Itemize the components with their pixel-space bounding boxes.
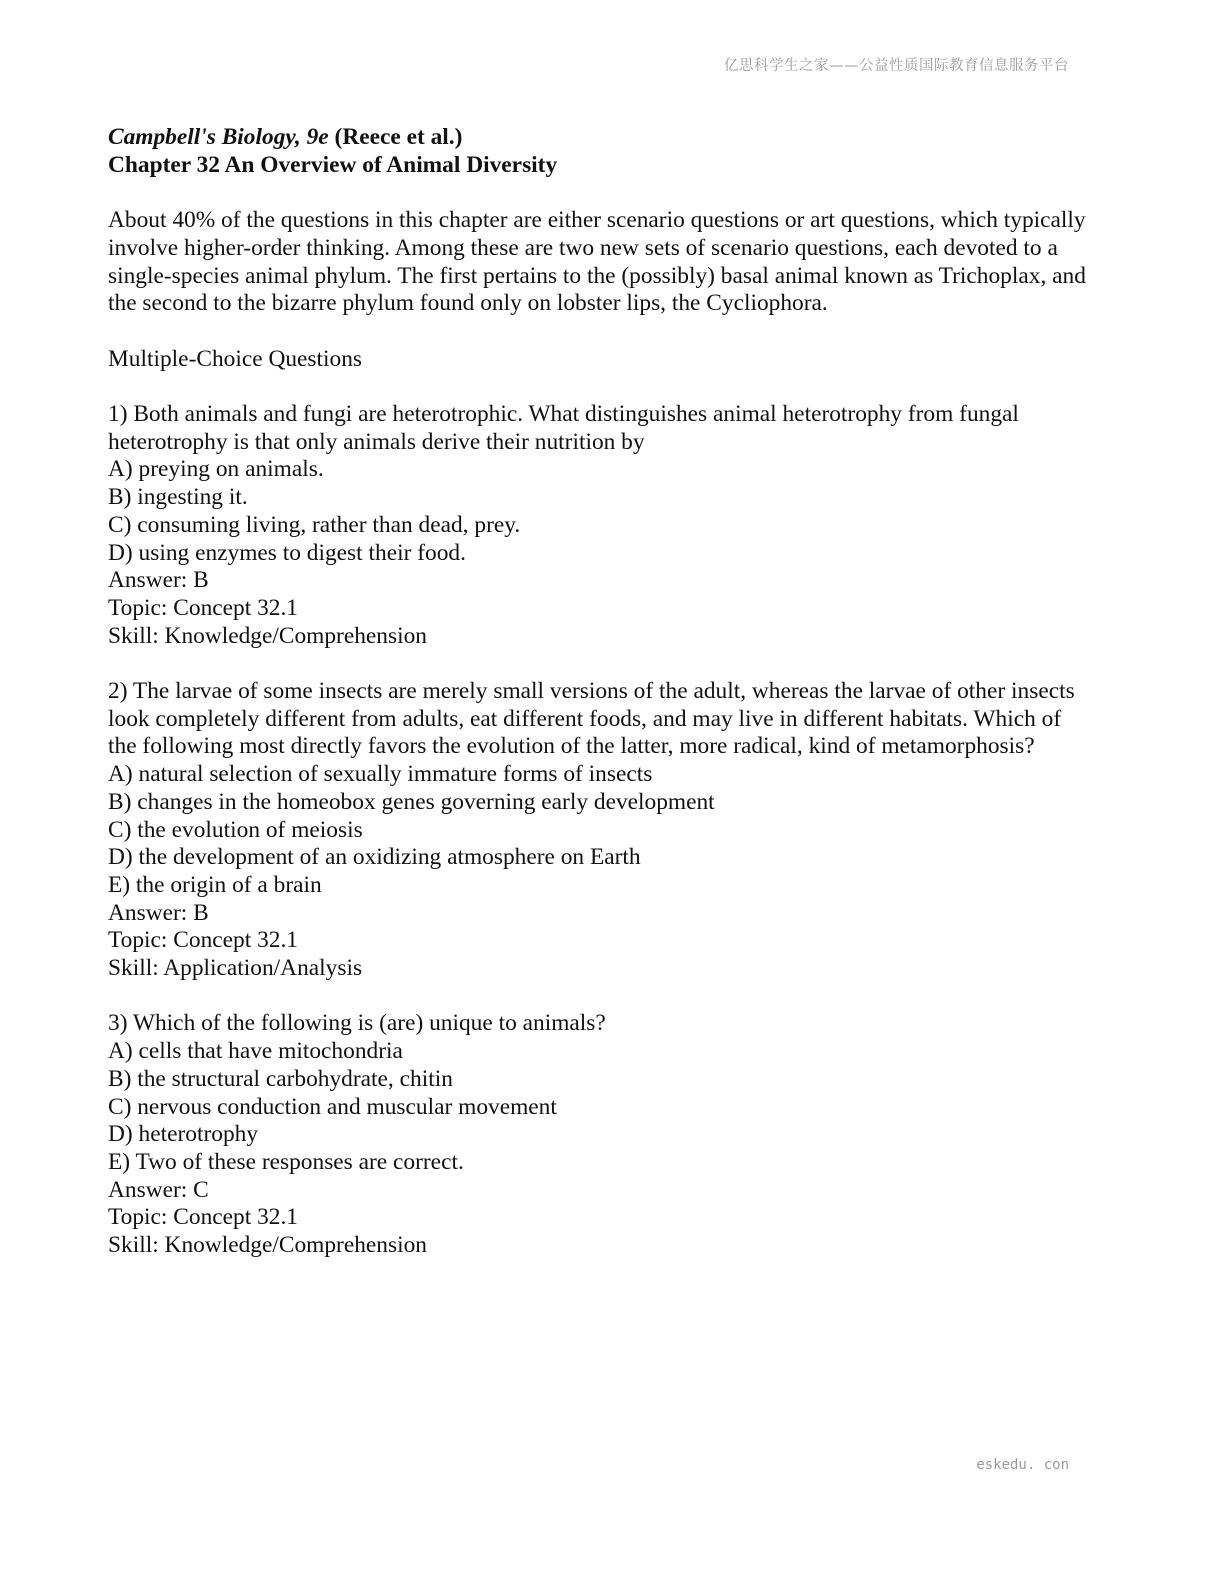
book-title: Campbell's Biology, 9e: [108, 124, 329, 150]
choice-e: E) Two of these responses are correct.: [108, 1148, 464, 1175]
answer: Answer: B: [108, 567, 209, 594]
header-watermark: 亿思科学生之家——公益性质国际教育信息服务平台: [724, 58, 1069, 74]
question-3: [108, 1010, 1113, 1259]
section-heading: Multiple-Choice Questions: [108, 345, 363, 372]
question-stem: 3) Which of the following is (are) unique to animals?: [108, 1010, 606, 1037]
choice-b: B) the structural carbohydrate, chitin: [108, 1065, 453, 1092]
intro-line: involve higher-order thinking. Among these are two new sets of scenario questions, each devoted to a: [108, 234, 1058, 261]
choice-c: C) the evolution of meiosis: [108, 816, 363, 843]
choice-b: B) changes in the homeobox genes governing early development: [108, 788, 715, 815]
question-1: [108, 401, 1113, 650]
book-authors: (Reece et al.): [328, 124, 463, 150]
topic: Topic: Concept 32.1: [108, 927, 299, 954]
answer: Answer: C: [108, 1176, 209, 1203]
choice-d: D) using enzymes to digest their food.: [108, 539, 466, 566]
skill: Skill: Knowledge/Comprehension: [108, 1232, 427, 1259]
intro-paragraph: [108, 207, 1113, 318]
choice-a: A) natural selection of sexually immature forms of insects: [108, 761, 653, 788]
question-stem: 2) The larvae of some insects are merely small versions of the adult, whereas the larvae of other insects: [108, 678, 1075, 704]
choice-a: A) cells that have mitochondria: [108, 1038, 403, 1065]
question-stem: 1) Both animals and fungi are heterotrophic. What distinguishes animal heterotrophy from fungal: [108, 400, 1019, 427]
topic: Topic: Concept 32.1: [108, 1204, 299, 1231]
intro-line: single-species animal phylum. The first pertains to the (possibly) basal animal known as Trichoplax, and: [108, 262, 1086, 289]
choice-c: C) nervous conduction and muscular movement: [108, 1093, 557, 1120]
choice-c: C) consuming living, rather than dead, prey.: [108, 511, 521, 538]
topic: Topic: Concept 32.1: [108, 594, 299, 621]
skill: Skill: Application/Analysis: [108, 955, 363, 982]
choice-d: D) the development of an oxidizing atmosphere on Earth: [108, 844, 641, 871]
intro-line: About 40% of the questions in this chapter are either scenario questions or art questions, which typically: [108, 207, 1086, 234]
chapter-title: Chapter 32 An Overview of Animal Diversity: [108, 151, 558, 178]
question-stem: look completely different from adults, eat different foods, and may live in different habitats. Which of: [108, 705, 1062, 732]
question-2: [108, 678, 1113, 983]
choice-b: B) ingesting it.: [108, 484, 248, 511]
footer-watermark: eskedu. con: [976, 1457, 1069, 1473]
intro-line: the second to the bizarre phylum found only on lobster lips, the Cycliophora.: [108, 290, 828, 317]
answer: Answer: B: [108, 899, 209, 926]
choice-e: E) the origin of a brain: [108, 871, 322, 898]
book-title-line: [108, 124, 1113, 152]
question-stem: heterotrophy is that only animals derive their nutrition by: [108, 428, 645, 455]
choice-d: D) heterotrophy: [108, 1121, 259, 1148]
choice-a: A) preying on animals.: [108, 456, 324, 483]
document-body: [108, 124, 1113, 1260]
skill: Skill: Knowledge/Comprehension: [108, 622, 427, 649]
question-stem: the following most directly favors the evolution of the latter, more radical, kind of metamorphosis?: [108, 733, 1035, 760]
